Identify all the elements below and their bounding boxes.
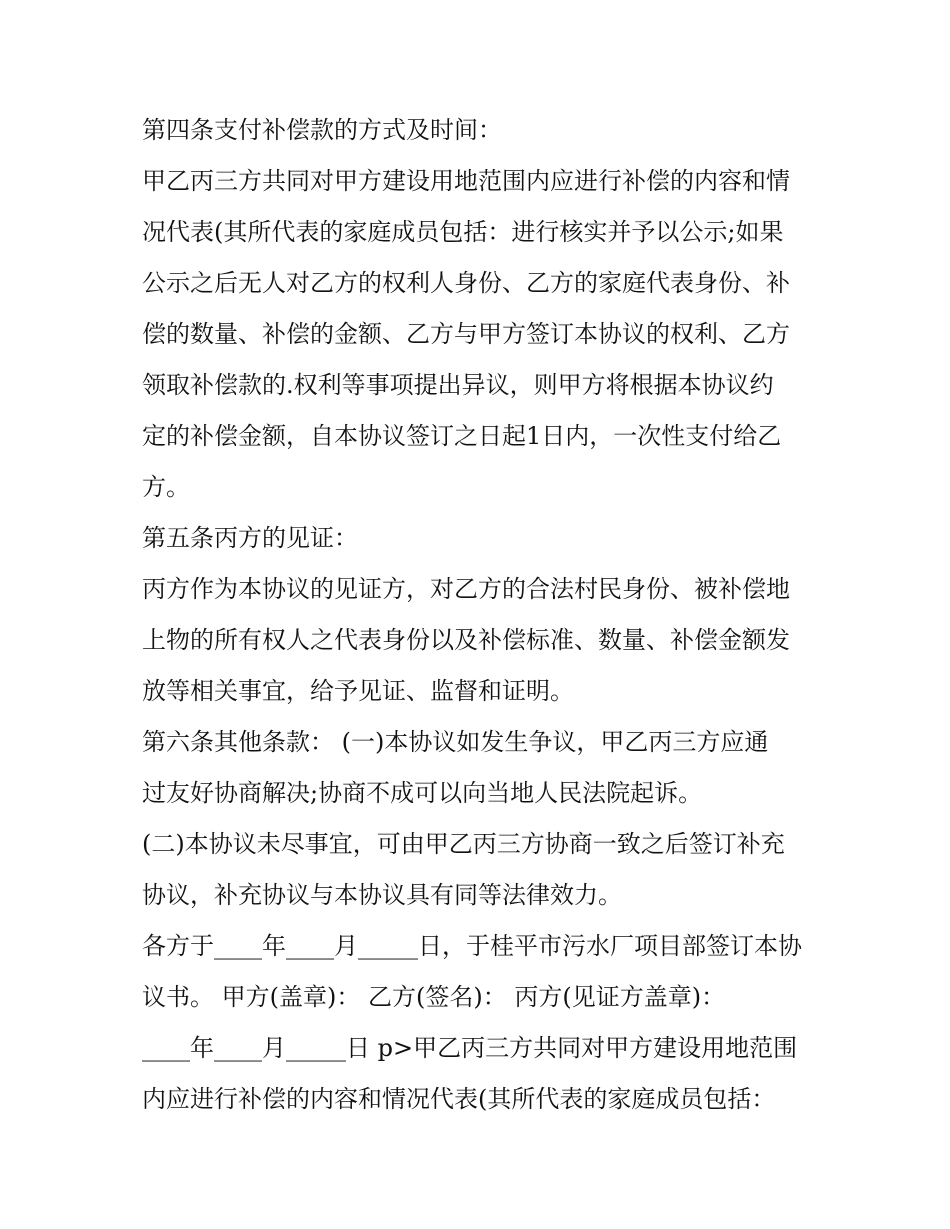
text-line: 领取补偿款的.权利等事项提出异议，则甲方将根据本协议约	[142, 371, 774, 399]
text-line: 过友好协商解决;协商不成可以向当地人民法院起诉。	[142, 779, 703, 807]
text-line: 况代表(其所代表的家庭成员包括：进行核实并予以公示;如果	[142, 218, 784, 246]
text-line: 各方于____年____月_____日，于桂平市污水厂项目部签订本协	[142, 932, 802, 960]
text-line: ____年____月_____日 p>甲乙丙三方共同对甲方建设用地范围	[142, 1034, 798, 1062]
text-line: 内应进行补偿的内容和情况代表(其所代表的家庭成员包括：	[142, 1085, 776, 1113]
text-line: (二)本协议未尽事宜，可由甲乙丙三方协商一致之后签订补充	[142, 830, 785, 858]
text-line: 协议，补充协议与本协议具有同等法律效力。	[142, 881, 622, 909]
text-line: 第五条丙方的见证：	[142, 524, 358, 552]
text-line: 定的补偿金额，自本协议签订之日起1日内，一次性支付给乙	[142, 422, 782, 450]
text-line: 方。	[142, 473, 190, 501]
text-line: 公示之后无人对乙方的权利人身份、乙方的家庭代表身份、补	[142, 269, 790, 297]
text-line: 第六条其他条款： (一)本协议如发生争议，甲乙丙三方应通	[142, 728, 769, 756]
text-line: 放等相关事宜，给予见证、监督和证明。	[142, 677, 574, 705]
text-line: 议书。 甲方(盖章)： 乙方(签名)： 丙方(见证方盖章)：	[142, 983, 726, 1011]
text-line: 丙方作为本协议的见证方，对乙方的合法村民身份、被补偿地	[142, 575, 790, 603]
text-line: 上物的所有权人之代表身份以及补偿标准、数量、补偿金额发	[142, 626, 790, 654]
text-line: 第四条支付补偿款的方式及时间：	[142, 116, 502, 144]
text-line: 偿的数量、补偿的金额、乙方与甲方签订本协议的权利、乙方	[142, 320, 790, 348]
text-line: 甲乙丙三方共同对甲方建设用地范围内应进行补偿的内容和情	[142, 167, 790, 195]
